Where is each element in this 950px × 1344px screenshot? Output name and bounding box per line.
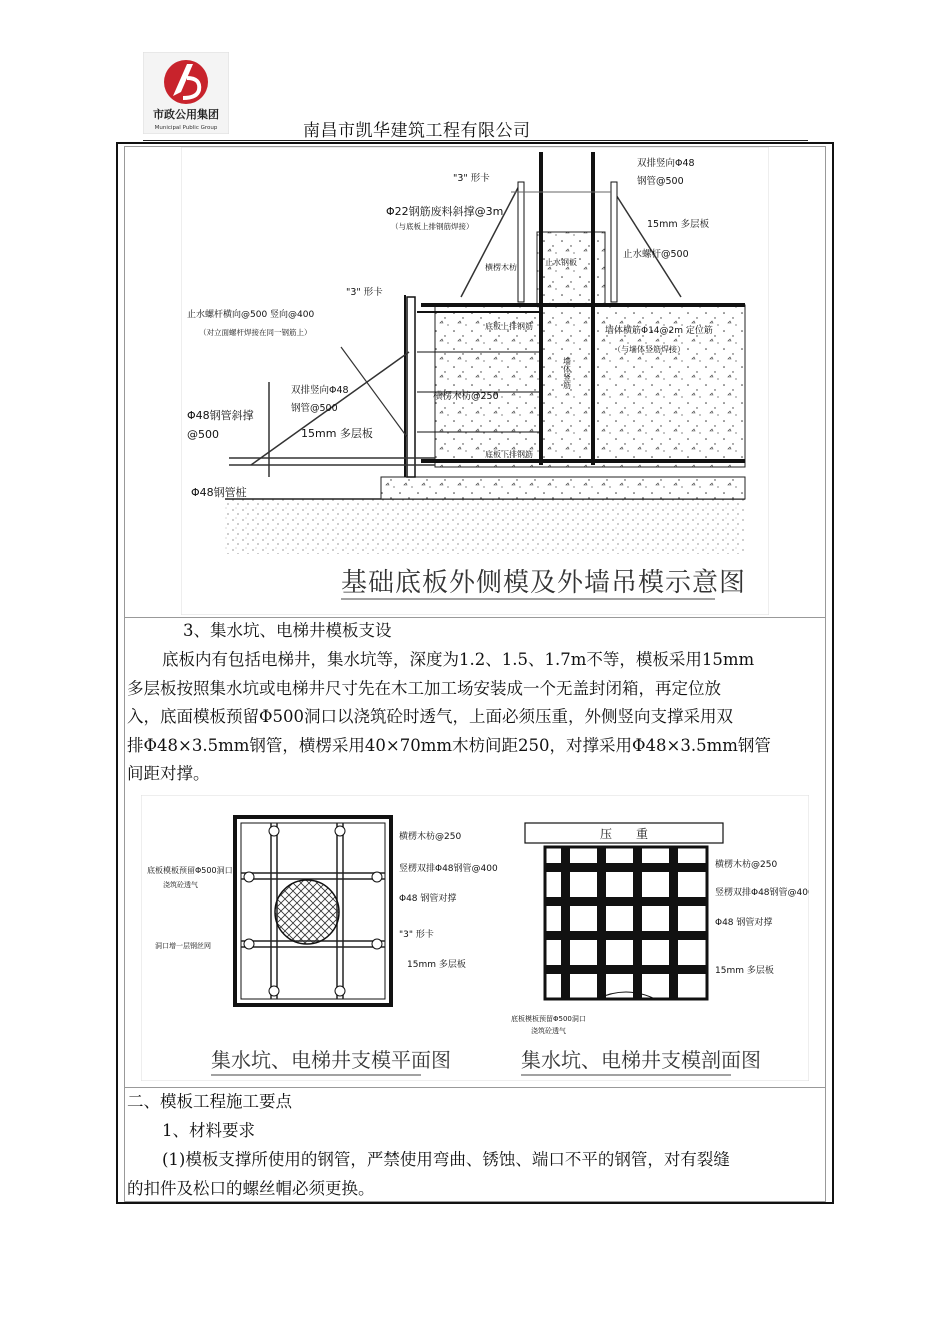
- label-pipe-pile: Φ48钢管桩: [191, 486, 247, 499]
- logo-text: 市政公用集团: [153, 108, 219, 121]
- section-two-paragraph: [127, 1146, 825, 1203]
- section3-line-3: 入，底面模板预留Φ500洞口以浇筑砼时透气，上面必须压重，外侧竖向支撑采用双: [127, 707, 734, 726]
- label-stop-bolt-top: 止水螺杆@500: [623, 249, 689, 260]
- left-label-ply15: 15mm 多层板: [407, 960, 466, 970]
- left-label-wood250: 横楞木枋@250: [399, 832, 462, 842]
- header-divider: [143, 140, 808, 141]
- label-stop-water-plate: 止水钢板: [545, 258, 577, 267]
- section-two-line-1: (1)模板支撑所使用的钢管，严禁使用弯曲、锈蚀、端口不平的钢管，对有裂缝: [162, 1150, 730, 1169]
- section3-line-2: 多层板按照集水坑或电梯井尺寸先在木工加工场安装成一个无盖封闭箱，再定位放: [127, 678, 721, 698]
- label-ply15-left: 15mm 多层板: [301, 427, 373, 440]
- label-wall-steel-note: （与墙体竖筋焊接）: [613, 345, 685, 354]
- right-label-ply15: 15mm 多层板: [715, 966, 774, 976]
- figure2-right-caption: 集水坑、电梯井支模剖面图: [521, 1048, 761, 1072]
- label-card3: "3" 形卡: [453, 173, 490, 184]
- label-pipe500-b: 钢管@500: [291, 403, 338, 414]
- label-square-wood: 横楞木枋: [485, 263, 517, 272]
- label-double-pipe-2: 双排竖向Φ48: [291, 385, 349, 396]
- section3-line-1: 底板内有包括电梯井，集水坑等，深度为1.2、1.5、1.7m不等，模板采用15mm: [162, 650, 755, 669]
- foundation-formwork-diagram: [181, 147, 769, 615]
- left-label-vert48: 竖楞双排Φ48钢管@400: [399, 864, 498, 874]
- label-at500: @500: [187, 428, 219, 441]
- label-stop-bolt-left: 止水螺杆横向@500 竖向@400: [187, 310, 315, 320]
- section3-line-4: 排Φ48×3.5mm钢管，横楞采用40×70mm木枋间距250，对撑采用Φ48×3.5mm钢管: [127, 735, 771, 755]
- label-square-wood-250: 横楞木枋@250: [433, 391, 499, 402]
- right-label-vert48: 竖楞双排Φ48钢管@400: [715, 888, 809, 898]
- label-ply15-top: 15mm 多层板: [647, 219, 710, 230]
- left-label-pipe48: Φ48 钢管对撑: [399, 894, 457, 904]
- left-label-hole2: 浇筑砼透气: [163, 881, 198, 889]
- figure-foundation-formwork: [181, 147, 769, 615]
- company-name: 南昌市凯华建筑工程有限公司: [303, 121, 531, 141]
- section-two-line-2: 的扣件及松口的螺丝帽必须更换。: [127, 1178, 375, 1198]
- section3-title: 3、集水坑、电梯井模板支设: [183, 621, 392, 640]
- right-label-hole: 底板模板预留Φ500洞口: [511, 1015, 586, 1023]
- right-label-pipe48: Φ48 钢管对撑: [715, 918, 773, 928]
- section3-paragraph: [127, 646, 825, 789]
- figure-pit-formwork: [141, 795, 809, 1081]
- label-pipe48-brace: Φ48钢管斜撑: [187, 409, 254, 422]
- label-bottom-top-steel: 底板上排钢筋: [485, 322, 533, 331]
- logo-subtext: Municipal Public Group: [154, 125, 218, 131]
- label-steel22: Φ22钢筋废料斜撑@3m: [386, 205, 504, 218]
- label-double-pipe: 双排竖向Φ48: [637, 158, 695, 169]
- company-logo: [143, 52, 229, 134]
- right-label-press: 压 重: [599, 827, 649, 841]
- label-stop-bolt-left-note: （对立面螺杆焊接在同一钢筋上）: [199, 328, 312, 337]
- label-wall-vertical-bar: 墙体竖筋: [562, 357, 572, 389]
- section3-line-5: 间距对撑。: [127, 764, 210, 783]
- right-label-hole2: 浇筑砼透气: [531, 1027, 566, 1035]
- left-label-hole: 底板模板预留Φ500洞口: [147, 866, 233, 875]
- section-two-title: 二、模板工程施工要点: [127, 1092, 292, 1111]
- right-label-wood250: 横楞木枋@250: [715, 860, 778, 870]
- label-wall-steel: 墙体横筋Φ14@2m 定位筋: [605, 326, 713, 336]
- label-steel22-note: （与底板上排钢筋焊接）: [391, 222, 474, 231]
- section-two-sub1: 1、材料要求: [162, 1121, 255, 1140]
- figure2-left-caption: 集水坑、电梯井支模平面图: [211, 1048, 451, 1072]
- label-bottom-low-steel: 底板下排钢筋: [485, 450, 533, 459]
- left-label-card3: "3" 形卡: [399, 930, 434, 940]
- pit-formwork-diagram: [141, 795, 809, 1081]
- figure1-caption: 基础底板外侧模及外墙吊模示意图: [341, 568, 747, 598]
- label-pipe500: 钢管@500: [637, 176, 684, 187]
- label-card3b: "3" 形卡: [346, 287, 383, 298]
- left-label-edge: 洞口增一层钢丝网: [155, 942, 211, 950]
